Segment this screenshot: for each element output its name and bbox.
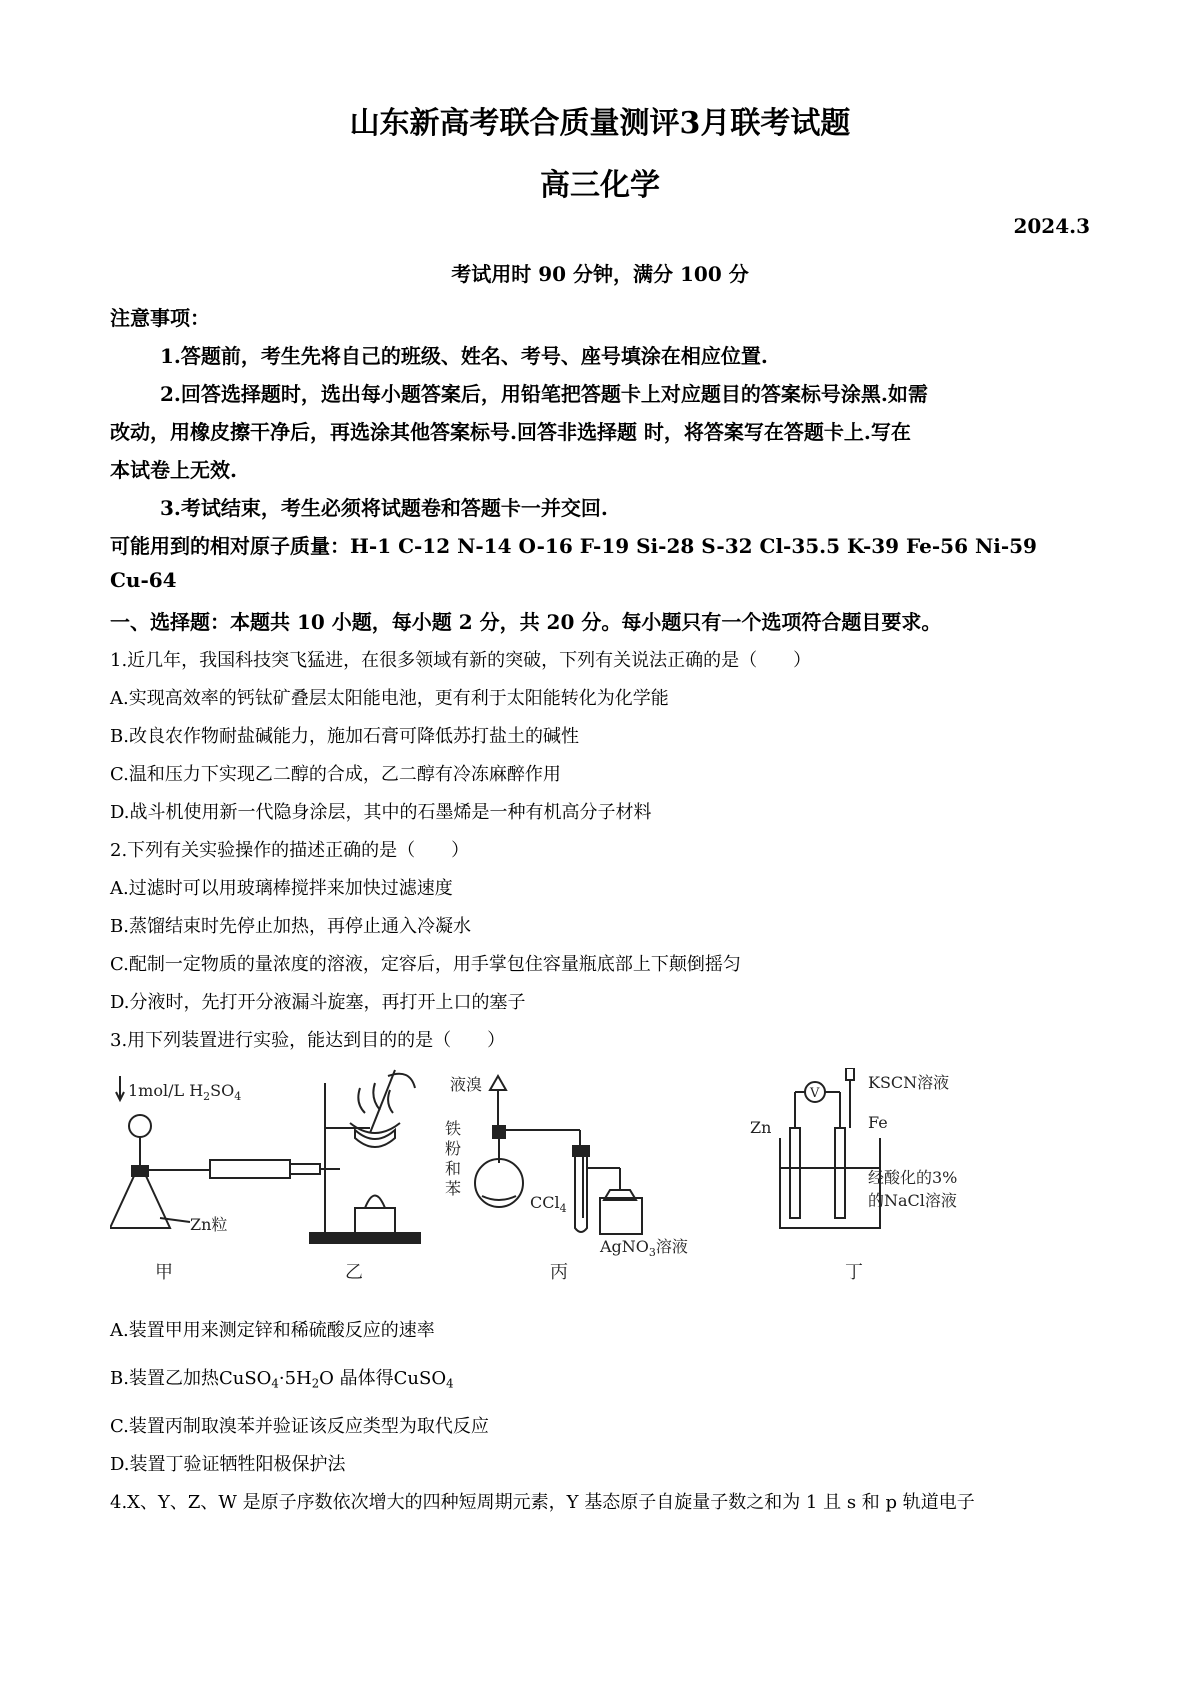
caption-a: 甲 (155, 1262, 173, 1283)
q1-stem: 1.近几年，我国科技突飞猛进，在很多领域有新的突破，下列有关说法正确的是（ ） (110, 650, 812, 671)
section-1-heading: 一、选择题：本题共 10 小题，每小题 2 分，共 20 分。每小题只有一个选项符合题目要求。 (110, 610, 942, 634)
note-2-line-2: 改动，用橡皮擦干净后，再选涂其他答案标号.回答非选择题 时，将答案写在答题卡上.写在 (110, 420, 911, 444)
label-liquid-bromine: 液溴 (450, 1075, 483, 1094)
q1-option-a: A.实现高效率的钙钛矿叠层太阳能电池，更有利于太阳能转化为化学能 (110, 688, 669, 709)
label-h2so4: 1mol/L $H_2SO_4$ (128, 1081, 242, 1103)
atomic-mass-line-1: 可能用到的相对原子质量：H-1 C-12 N-14 O-16 F-19 Si-28 S-32 Cl-35.5 K-39 Fe-56 Ni-59 (110, 534, 1037, 558)
label-nacl-line-2: 的NaCl溶液 (868, 1191, 957, 1210)
q3-option-d: D.装置丁验证牺牲阳极保护法 (110, 1454, 346, 1475)
q1-option-b: B.改良农作物耐盐碱能力，施加石膏可降低苏打盐土的碱性 (110, 726, 579, 747)
label-benzene: 苯 (445, 1179, 462, 1198)
q3-option-c: C.装置丙制取溴苯并验证该反应类型为取代反应 (110, 1416, 489, 1437)
q2-option-c: C.配制一定物质的量浓度的溶液，定容后，用手掌包住容量瓶底部上下颠倒摇匀 (110, 954, 741, 975)
label-kscn: KSCN溶液 (868, 1073, 950, 1092)
label-fe: Fe (868, 1113, 888, 1132)
label-agno3: AgNO$_3$溶液 (600, 1237, 688, 1259)
label-zn-granule: Zn粒 (190, 1215, 228, 1234)
note-2-line-1: 2.回答选择题时，选出每小题答案后，用铅笔把答题卡上对应题目的答案标号涂黑.如需 (160, 382, 928, 406)
q2-option-b: B.蒸馏结束时先停止加热，再停止通入冷凝水 (110, 916, 471, 937)
caption-b: 乙 (345, 1262, 363, 1283)
note-1: 1.答题前，考生先将自己的班级、姓名、考号、座号填涂在相应位置. (160, 344, 768, 368)
exam-date: 2024.3 (1013, 214, 1090, 238)
q2-option-a: A.过滤时可以用玻璃棒搅拌来加快过滤速度 (110, 878, 453, 899)
subject-title: 高三化学 (540, 168, 660, 203)
apparatus-c (445, 1075, 688, 1283)
caption-c: 丙 (550, 1262, 568, 1283)
q3-option-a: A.装置甲用来测定锌和稀硫酸反应的速率 (110, 1320, 435, 1341)
label-iron-powder: 铁 (445, 1119, 462, 1138)
q3-apparatus-figure (110, 1068, 1100, 1298)
note-3: 3.考试结束，考生必须将试题卷和答题卡一并交回. (160, 496, 608, 520)
q3-option-b: B.装置乙加热$CuSO_4\cdot 5H_2O$ 晶体得CuSO$_4$ (110, 1368, 454, 1391)
q4-stem: 4.X、Y、Z、W 是原子序数依次增大的四种短周期元素，Y 基态原子自旋量子数之和为 1 且 s 和 p 轨道电子 (110, 1492, 975, 1513)
atomic-mass-line-2: Cu-64 (110, 568, 177, 592)
apparatus-b (310, 1070, 420, 1283)
q1-option-c: C.温和压力下实现乙二醇的合成，乙二醇有冷冻麻醉作用 (110, 764, 561, 785)
q1-option-d: D.战斗机使用新一代隐身涂层，其中的石墨烯是一种有机高分子材料 (110, 802, 652, 823)
apparatus-d (750, 1068, 957, 1283)
label-ccl4: CCl$_4$ (530, 1193, 567, 1215)
caption-d: 丁 (845, 1262, 863, 1283)
exam-info: 考试用时 90 分钟，满分 100 分 (451, 262, 749, 286)
label-zn: Zn (750, 1118, 772, 1137)
exam-title: 山东新高考联合质量测评3月联考试题 (349, 106, 851, 141)
q2-stem: 2.下列有关实验操作的描述正确的是（ ） (110, 840, 470, 861)
label-powder: 粉 (445, 1139, 462, 1158)
label-voltmeter: V (810, 1086, 820, 1101)
notes-heading: 注意事项： (110, 306, 210, 330)
q2-option-d: D.分液时，先打开分液漏斗旋塞，再打开上口的塞子 (110, 992, 526, 1013)
label-nacl-line-1: 经酸化的3% (868, 1168, 958, 1187)
label-and: 和 (445, 1159, 462, 1178)
q3-stem: 3.用下列装置进行实验，能达到目的的是（ ） (110, 1030, 506, 1051)
note-2-line-3: 本试卷上无效. (110, 458, 237, 482)
apparatus-a (110, 1076, 340, 1283)
